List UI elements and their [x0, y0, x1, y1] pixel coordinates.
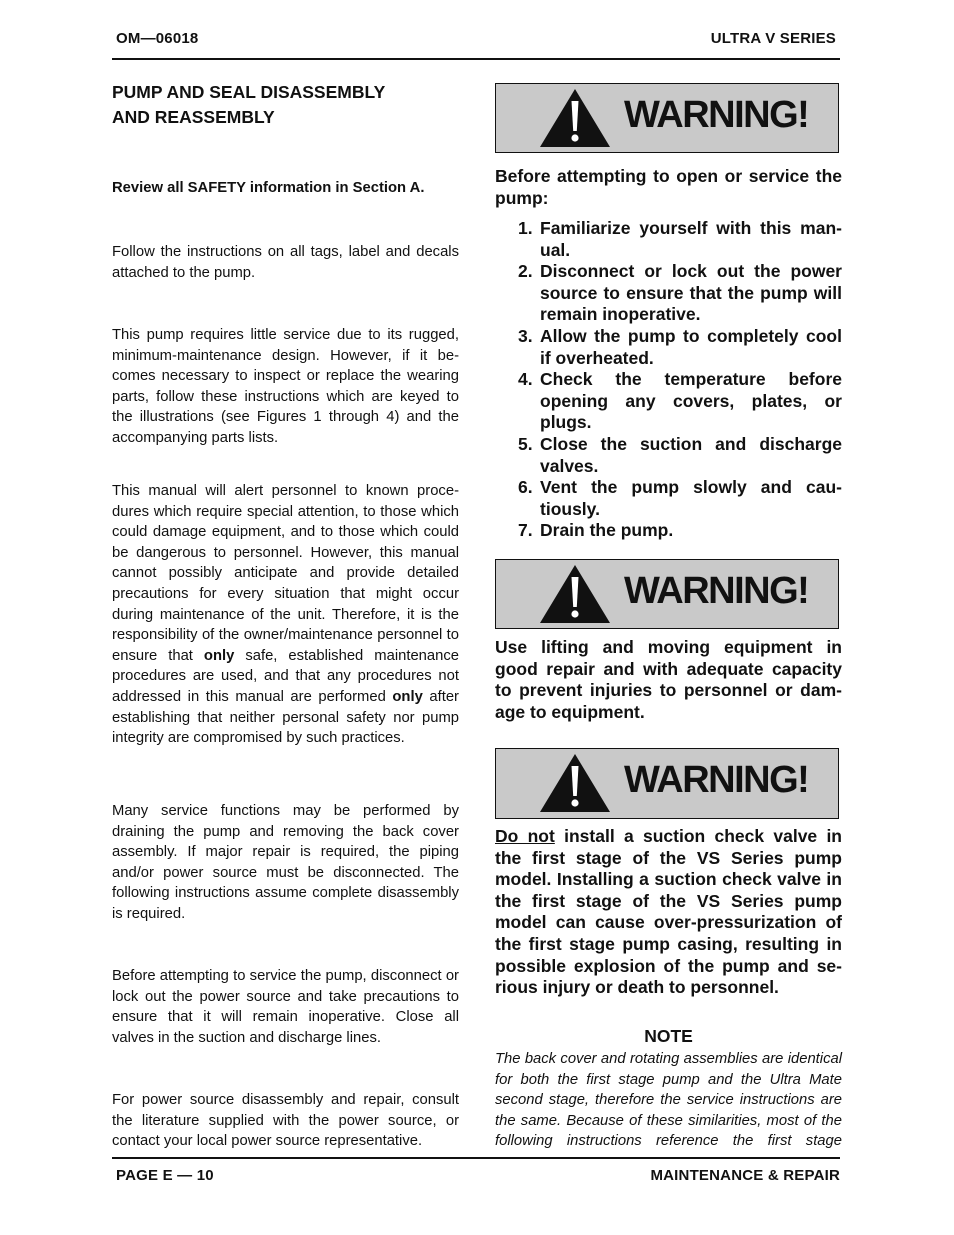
warning2-text: Use lifting and moving equipment in good repair and with adequate capacity to prevent injuries to personnel or damage to equipment. — [495, 637, 842, 722]
warning-triangle-icon — [538, 87, 612, 149]
step-number: 7. — [518, 520, 533, 541]
paragraph-service-functions: Many service functions may be performed by draining the pump and removing the back cover assembly. If major repair is required, the piping and/or power source must be disconnected. The following instructions assume complete disassembly is required. — [112, 803, 459, 922]
warning3-do-not: Do not — [495, 826, 555, 846]
header-doc-id: OM—06018 — [116, 30, 199, 47]
section-title — [112, 80, 472, 130]
para3-emph-only-2: only — [392, 688, 423, 705]
warning1-steps — [518, 218, 842, 542]
warning3-text — [495, 826, 842, 999]
list-item — [518, 326, 842, 369]
list-item — [518, 434, 842, 477]
warning3-body: install a suction check valve in the first stage of the VS Series pump model. Installing a suction check valve in the first stage of the VS Series pump model can cause over-pressurization of the first stage pump casing, resulting in possible explosion of the pump and serious injury or death to personnel. — [495, 826, 842, 998]
step-number: 6. — [518, 477, 533, 498]
review-safety-note: Review all SAFETY information in Section A. — [112, 180, 425, 196]
footer-section: MAINTENANCE & REPAIR — [650, 1167, 840, 1184]
warning-box-1 — [495, 83, 839, 153]
step-text: Disconnect or lock out the power source to ensure that the pump will remain inoperative. — [540, 261, 842, 325]
paragraph-power-source: For power source disassembly and repair, consult the literature supplied with the power source, or contact your local power source representative. — [112, 1092, 459, 1150]
warning-triangle-icon — [538, 752, 612, 814]
list-item — [518, 520, 842, 542]
list-item — [518, 218, 842, 261]
step-number: 3. — [518, 325, 533, 346]
warning-triangle-icon — [538, 563, 612, 625]
section-title-line2: AND REASSEMBLY — [112, 107, 275, 127]
step-text: Allow the pump to completely cool if overheated. — [540, 325, 842, 368]
step-number: 2. — [518, 261, 533, 282]
step-number: 4. — [518, 369, 533, 390]
step-text: Familiarize yourself with this manual. — [540, 218, 842, 260]
warning-box-2 — [495, 559, 839, 629]
header-rule — [112, 58, 840, 60]
note-body: The back cover and rotating assemblies are identical for both the first stage pump and the Ultra Mate second stage, therefore the service instructions are the same. Because of these similarities, most of the following instructions reference the first stage — [495, 1051, 842, 1150]
warning-label-2: WARNING! — [624, 570, 809, 612]
para3-emph-only-1: only — [203, 647, 235, 664]
footer-page-number: PAGE E — 10 — [116, 1167, 214, 1184]
step-text: Vent the pump slowly and cautiously. — [540, 477, 842, 519]
para3-part-c: safe, established maintenance procedures are used, and that any procedures not addressed in this manual are performed — [112, 647, 459, 705]
step-number: 5. — [518, 433, 533, 454]
step-text: Check the temperature before opening any covers, plates, or plugs. — [540, 369, 842, 433]
note-title: NOTE — [644, 1026, 693, 1046]
paragraph-disconnect: Before attempting to service the pump, disconnect or lock out the power source and take precautions to ensure that it will remain inoperative. Close all valves in the suction and discharge lines. — [112, 968, 459, 1046]
footer-rule — [112, 1157, 840, 1159]
warning-label-3: WARNING! — [624, 759, 809, 801]
paragraph-service: This pump requires little service due to its rugged, minimum-maintenance design. However, if it becomes necessary to inspect or replace the wearing parts, follow these instructions which are keyed to the illustrations (see Figures 1 through 4) and the accompanying parts lists. — [112, 327, 459, 446]
para3-part-e: after establishing that neither personal safety nor pump integrity are compromised by such practices. — [112, 688, 459, 747]
warning1-intro: Before attempting to open or service the pump: — [495, 166, 842, 208]
warning-box-3 — [495, 748, 839, 819]
step-text: Close the suction and discharge valves. — [540, 433, 842, 476]
step-text: Drain the pump. — [540, 520, 674, 541]
section-title-line1: PUMP AND SEAL DISASSEMBLY — [112, 82, 386, 102]
list-item — [518, 477, 842, 520]
warning-label-1: WARNING! — [624, 94, 809, 136]
paragraph-alert — [112, 481, 459, 749]
step-number: 1. — [518, 218, 533, 238]
list-item — [518, 369, 842, 434]
paragraph-tags: Follow the instructions on all tags, label and decals attached to the pump. — [112, 244, 459, 281]
list-item — [518, 261, 842, 326]
para3-part-a: This manual will alert personnel to known procedures which require special attention, to those which could damage equipment, and to those which could be dangerous to personnel. However, this manual cannot possibly anticipate and provide detailed precautions for every situation that might occur during maintenance of the unit. Therefore, it is the responsibility of the owner/maintenance personnel to ensure that — [112, 483, 459, 664]
header-series: ULTRA V SERIES — [710, 30, 836, 47]
